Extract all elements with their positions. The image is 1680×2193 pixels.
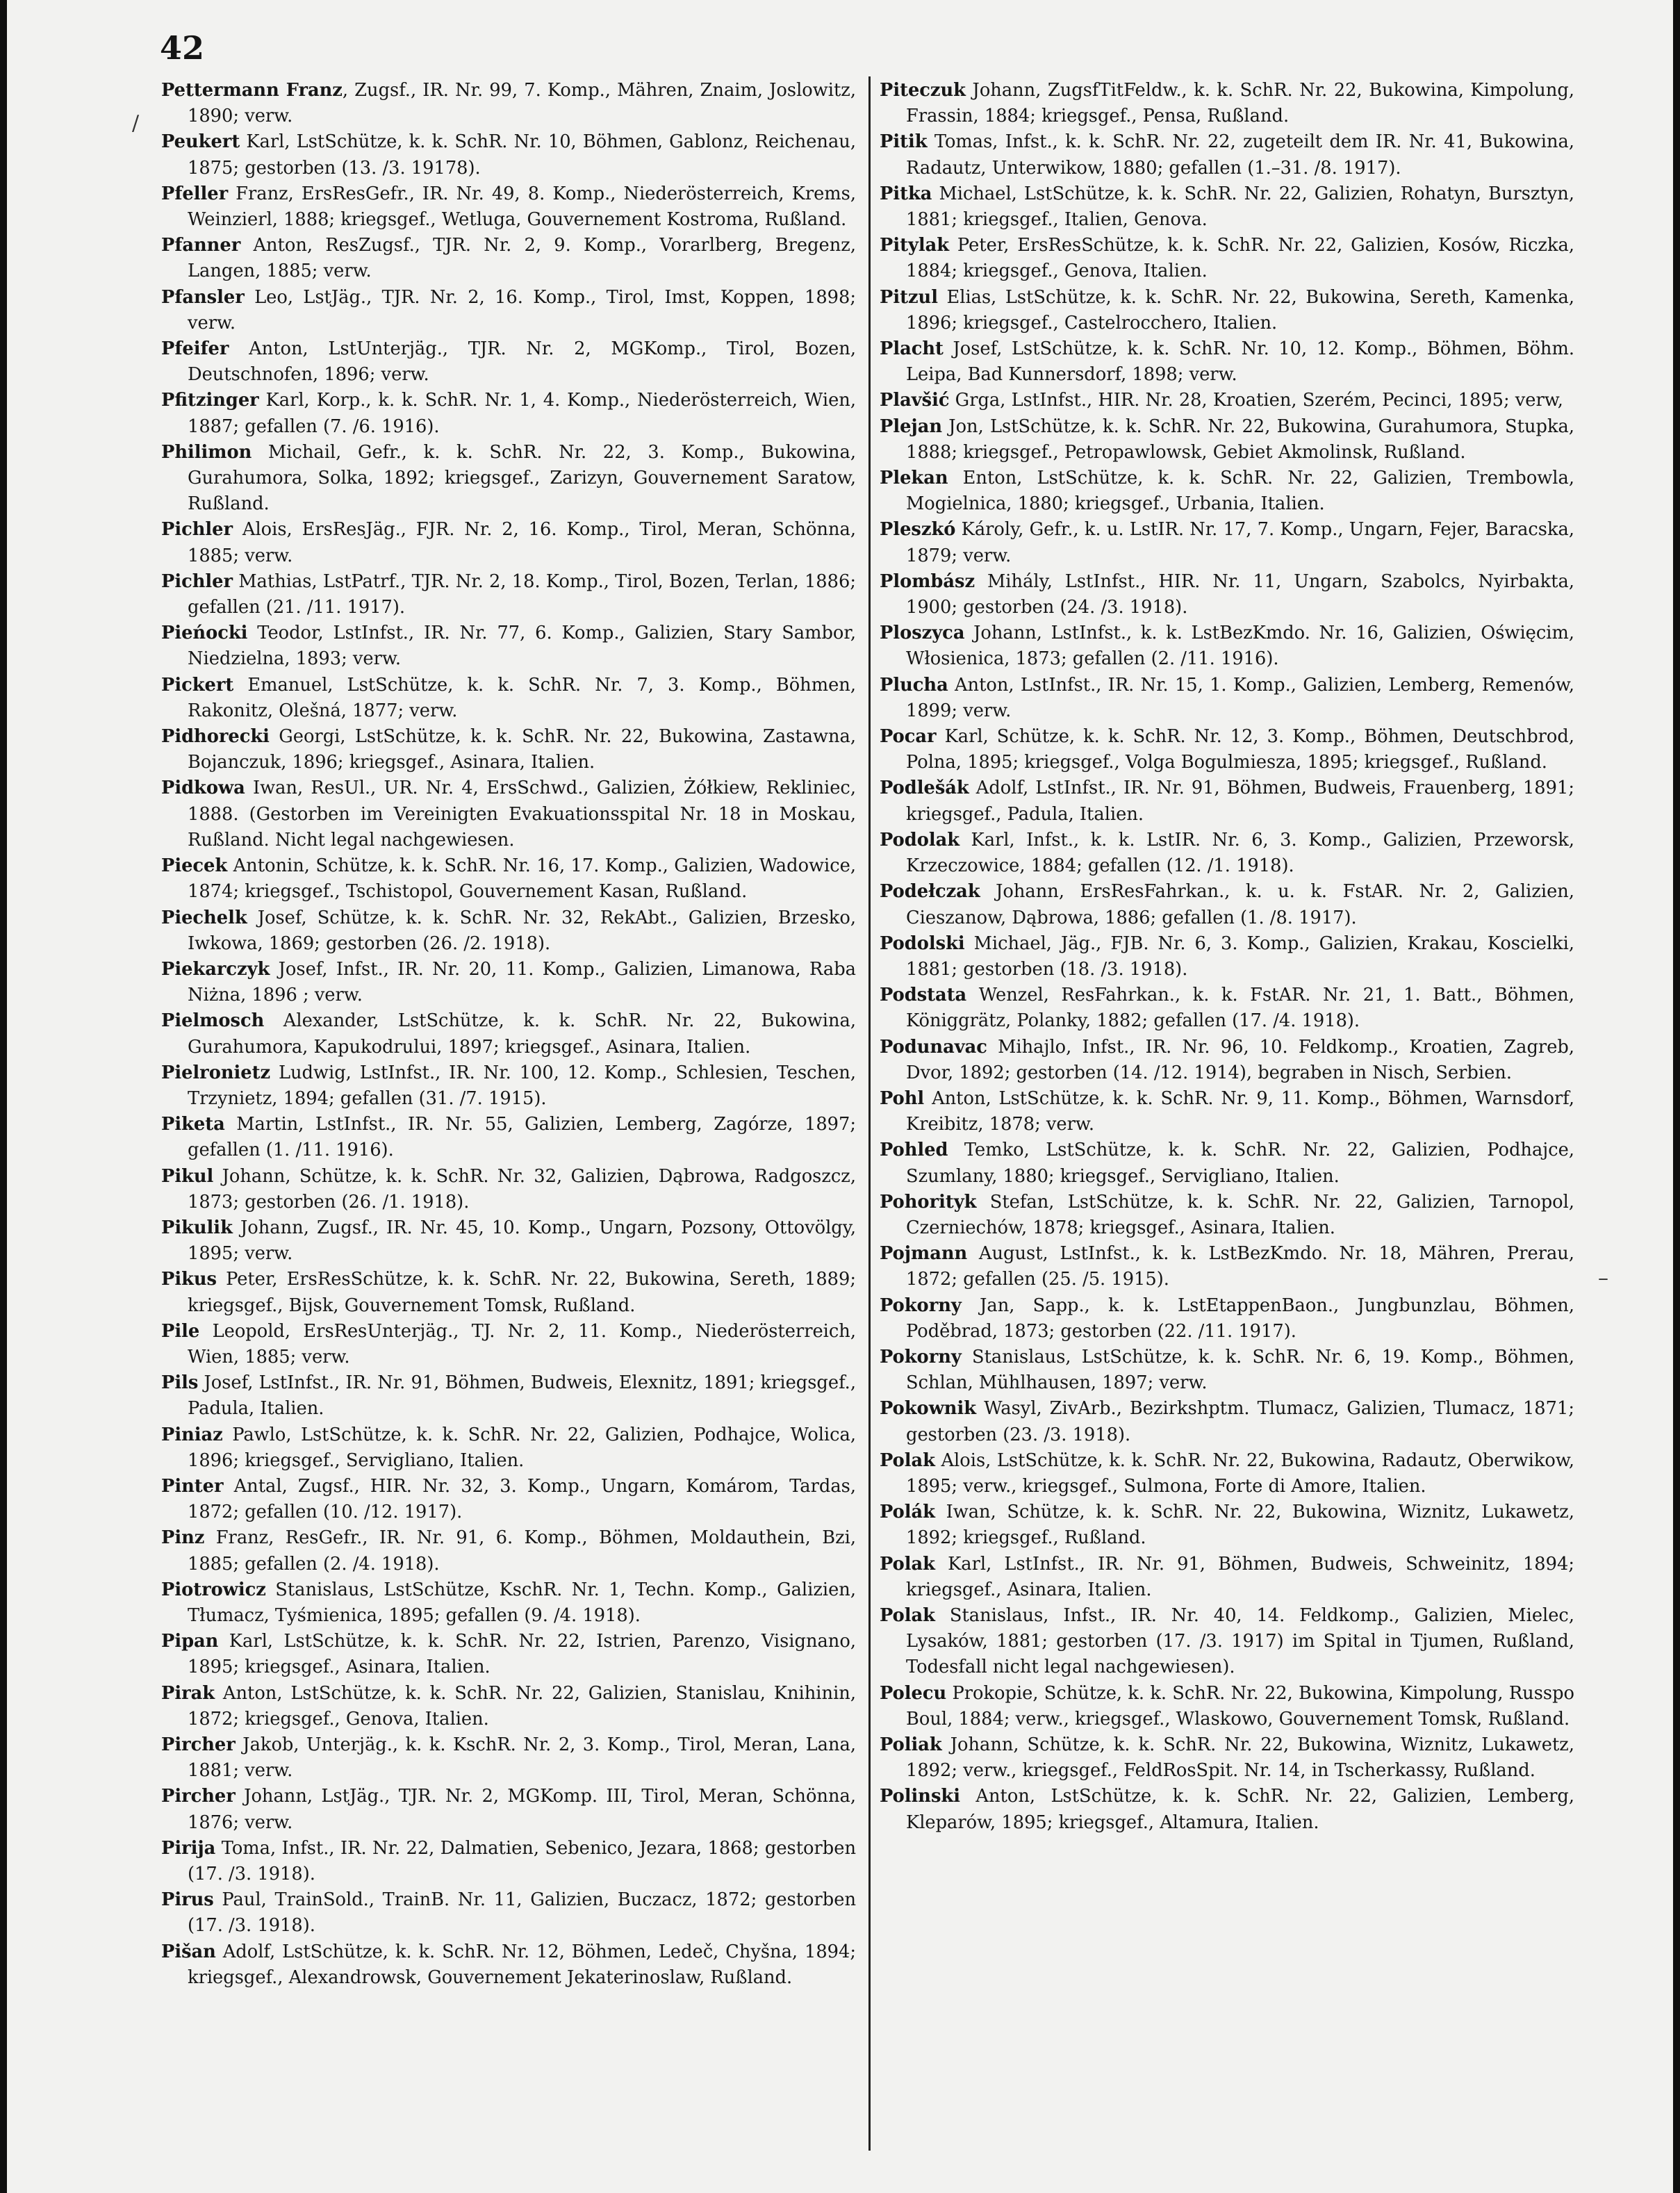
entry-surname: Philimon [161, 441, 252, 463]
entry-surname: Pojmann [880, 1243, 968, 1265]
register-entry [161, 775, 856, 853]
entry-surname: Peukert [161, 131, 240, 153]
entry-surname: Pikul [161, 1165, 214, 1187]
register-entry [880, 569, 1574, 621]
register-entry [161, 724, 856, 775]
entry-surname: Pikus [161, 1269, 217, 1290]
entry-details: Emanuel, LstSchütze, k. k. SchR. Nr. 7, 3. Komp., Böhmen, Rakonitz, Olešná, 1877; verw. [188, 674, 856, 721]
register-entry [161, 569, 856, 621]
entry-surname: Pielmosch [161, 1010, 265, 1032]
entry-details: Johann, Schütze, k. k. SchR. Nr. 32, Galizien, Dąbrowa, Radgoszcz, 1873; gestorben (26. /1. 1918). [188, 1165, 856, 1213]
register-entry [880, 1500, 1574, 1551]
entry-surname: Pirija [161, 1837, 216, 1859]
register-entry [880, 1732, 1574, 1784]
register-entry [880, 78, 1574, 129]
entry-details: Paul, TrainSold., TrainB. Nr. 11, Galizien, Buczacz, 1872; gestorben (17. /3. 1918). [188, 1889, 856, 1937]
entry-surname: Piecek [161, 855, 228, 877]
register-entry [161, 1474, 856, 1525]
register-entry [880, 1035, 1574, 1086]
register-entry [880, 983, 1574, 1034]
entry-surname: Polák [880, 1502, 935, 1523]
entry-details: Wasyl, ZivArb., Bezirkshptm. Tlumacz, Galizien, Tlumacz, 1871; gestorben (23. /3. 1918). [906, 1398, 1574, 1445]
entry-surname: Pokorny [880, 1295, 962, 1316]
entry-details: Iwan, Schütze, k. k. SchR. Nr. 22, Bukowina, Wiznitz, Lukawetz, 1892; kriegsgef., Rußland. [906, 1502, 1574, 1549]
register-entry [161, 181, 856, 233]
entry-details: Georgi, LstSchütze, k. k. SchR. Nr. 22, Bukowina, Zastawna, Bojanczuk, 1896; kriegsgef., Asinara, Italien. [188, 726, 856, 773]
entry-details: Wenzel, ResFahrkan., k. k. FstAR. Nr. 21, 1. Batt., Böhmen, Königgrätz, Polanky, 1882; gefallen (17. /4. 1918). [906, 985, 1574, 1032]
entry-details: Károly, Gefr., k. u. LstIR. Nr. 17, 7. Komp., Ungarn, Fejer, Baracska, 1879; verw. [906, 519, 1574, 566]
register-entry [161, 1629, 856, 1680]
entry-surname: Pohled [880, 1140, 948, 1161]
register-entry [161, 1681, 856, 1732]
register-entry [161, 1370, 856, 1422]
entry-details: Temko, LstSchütze, k. k. SchR. Nr. 22, Galizien, Podhajce, Szumlany, 1880; kriegsgef., Servigliano, Italien. [906, 1140, 1574, 1187]
entry-details: Karl, Schütze, k. k. SchR. Nr. 12, 3. Komp., Böhmen, Deutschbrod, Polna, 1895; kriegsgef., Volga Bogulmiesza, 1895; kriegsgef., Rußland. [906, 726, 1574, 773]
register-entry [880, 1681, 1574, 1732]
entry-details: Martin, LstInfst., IR. Nr. 55, Galizien, Lemberg, Zagórze, 1897; gefallen (1. /11. 1916). [188, 1114, 856, 1161]
register-entry [880, 1784, 1574, 1835]
entry-surname: Podełczak [880, 881, 980, 903]
left-column [161, 78, 856, 1991]
register-entry [161, 1887, 856, 1939]
entry-details: Jan, Sapp., k. k. LstEtappenBaon., Jungbunzlau, Böhmen, Poděbrad, 1873; gestorben (22. /11. 1917). [906, 1295, 1574, 1342]
entry-details: Alois, ErsResJäg., FJR. Nr. 2, 16. Komp., Tirol, Meran, Schönna, 1885; verw. [188, 519, 856, 566]
entry-surname: Podolak [880, 829, 960, 851]
register-entry [161, 853, 856, 905]
entry-surname: Polecu [880, 1682, 947, 1704]
entry-surname: Pfansler [161, 286, 245, 308]
entry-details: Tomas, Infst., k. k. SchR. Nr. 22, zugeteilt dem IR. Nr. 41, Bukowina, Radautz, Unterwikow, 1880; gefallen (1.–31. /8. 1917). [906, 131, 1574, 179]
entry-surname: Plavšić [880, 390, 950, 411]
entry-surname: Podolski [880, 933, 965, 954]
entry-details: Stanislaus, Infst., IR. Nr. 40, 14. Feldkomp., Galizien, Mielec, Lysaków, 1881; gestorben (17. /3. 1917) im Spital in Tjumen, Rußland, Todesfall nicht legal nachgewiesen). [906, 1604, 1574, 1678]
entry-surname: Piotrowicz [161, 1579, 266, 1600]
entry-details: Iwan, ResUl., UR. Nr. 4, ErsSchwd., Galizien, Żółkiew, Rekliniec, 1888. (Gestorben im Vereinigten Evakuationsspital Nr. 18 in Moskau, Rußland. Nicht legal nachgewiesen. [188, 778, 856, 851]
entry-surname: Podstata [880, 985, 967, 1006]
entry-details: Josef, LstSchütze, k. k. SchR. Nr. 10, 12. Komp., Böhmen, Böhm. Leipa, Bad Kunnersdorf, 1898; verw. [906, 338, 1574, 386]
register-entry [161, 1164, 856, 1215]
register-entry [880, 1137, 1574, 1189]
register-entry [880, 1448, 1574, 1500]
entry-surname: Pitik [880, 131, 928, 153]
entry-surname: Pokownik [880, 1398, 977, 1420]
entry-surname: Plekan [880, 468, 948, 489]
register-entry [880, 336, 1574, 388]
entry-surname: Piteczuk [880, 80, 966, 101]
register-entry [161, 1060, 856, 1112]
entry-surname: Pirak [161, 1682, 215, 1704]
entry-details: Michael, Jäg., FJB. Nr. 6, 3. Komp., Galizien, Krakau, Koscielki, 1881; gestorben (18. /3. 1918). [906, 933, 1574, 980]
entry-surname: Pircher [161, 1734, 236, 1755]
entry-details: Stanislaus, LstSchütze, KschR. Nr. 1, Techn. Komp., Galizien, Tłumacz, Tyśmienica, 1895; gefallen (9. /4. 1918). [188, 1579, 856, 1626]
entry-surname: Pile [161, 1320, 200, 1342]
entry-surname: Pichler [161, 570, 233, 592]
entry-surname: Podlešák [880, 778, 969, 799]
entry-surname: Pitka [880, 183, 932, 204]
entry-surname: Pichler [161, 519, 233, 541]
entry-details: Ludwig, LstInfst., IR. Nr. 100, 12. Komp., Schlesien, Teschen, Trzynietz, 1894; gefallen (31. /7. 1915). [188, 1062, 856, 1109]
register-entry [161, 1784, 856, 1835]
column-divider [868, 76, 871, 2151]
register-entry [161, 1008, 856, 1060]
entry-details: Anton, LstSchütze, k. k. SchR. Nr. 22, Galizien, Lemberg, Kleparów, 1895; kriegsgef., Altamura, Italien. [906, 1786, 1574, 1833]
entry-details: Pawlo, LstSchütze, k. k. SchR. Nr. 22, Galizien, Podhajce, Wolica, 1896; kriegsgef., Servigliano, Italien. [188, 1424, 856, 1471]
entry-details: Josef, Schütze, k. k. SchR. Nr. 32, RekAbt., Galizien, Brzesko, Iwkowa, 1869; gestorben (26. /2. 1918). [188, 907, 856, 954]
entry-details: Anton, ResZugsf., TJR. Nr. 2, 9. Komp., Vorarlberg, Bregenz, Langen, 1885; verw. [188, 235, 856, 282]
entry-details: Jakob, Unterjäg., k. k. KschR. Nr. 2, 3. Komp., Tirol, Meran, Lana, 1881; verw. [188, 1734, 856, 1782]
entry-surname: Pfitzinger [161, 390, 259, 411]
entry-details: Karl, LstSchütze, k. k. SchR. Nr. 10, Böhmen, Gablonz, Reichenau, 1875; gestorben (13. /3. 19178). [188, 131, 856, 179]
register-entry [880, 517, 1574, 568]
entry-surname: Pirus [161, 1889, 214, 1911]
entry-surname: Pieńocki [161, 623, 248, 644]
entry-surname: Pohl [880, 1087, 925, 1109]
register-entry [161, 621, 856, 672]
entry-surname: Pils [161, 1372, 199, 1394]
entry-surname: Pinz [161, 1527, 205, 1549]
entry-surname: Pircher [161, 1786, 236, 1807]
entry-surname: Pikulik [161, 1217, 233, 1238]
entry-details: Johann, LstJäg., TJR. Nr. 2, MGKomp. III, Tirol, Meran, Schönna, 1876; verw. [188, 1786, 856, 1833]
entry-details: Antonin, Schütze, k. k. SchR. Nr. 16, 17. Komp., Galizien, Wadowice, 1874; kriegsgef., Tschistopol, Gouvernement Kasan, Rußland. [188, 855, 856, 903]
entry-surname: Pielronietz [161, 1062, 271, 1083]
entry-surname: Pohorityk [880, 1191, 977, 1213]
register-entry [880, 388, 1574, 413]
register-entry [161, 440, 856, 518]
entry-details: Johann, ZugsfTitFeldw., k. k. SchR. Nr. 22, Bukowina, Kimpolung, Frassin, 1884; kriegsgef., Pensa, Rußland. [906, 80, 1574, 127]
right-column [880, 78, 1574, 1836]
register-entry [161, 1577, 856, 1629]
entry-details: Peter, ErsResSchütze, k. k. SchR. Nr. 22, Galizien, Kosów, Riczka, 1884; kriegsgef., Genova, Italien. [906, 235, 1574, 282]
margin-mark-left: / [132, 111, 140, 135]
entry-details: Anton, LstSchütze, k. k. SchR. Nr. 9, 11. Komp., Böhmen, Warnsdorf, Kreibitz, 1878; verw. [906, 1087, 1574, 1135]
entry-surname: Podunavac [880, 1036, 987, 1058]
register-entry [880, 879, 1574, 930]
register-entry [880, 466, 1574, 517]
entry-details: Karl, Korp., k. k. SchR. Nr. 1, 4. Komp., Niederösterreich, Wien, 1887; gefallen (7. /6. 1916). [188, 390, 856, 437]
entry-details: Michail, Gefr., k. k. SchR. Nr. 22, 3. Komp., Bukowina, Gurahumora, Solka, 1892; kriegsgef., Zarizyn, Gouvernement Saratow, Rußland. [188, 441, 856, 515]
document-page [7, 0, 1673, 2193]
entry-surname: Pfeller [161, 183, 229, 204]
entry-details: Stanislaus, LstSchütze, k. k. SchR. Nr. 6, 19. Komp., Böhmen, Schlan, Mühlhausen, 1897; verw. [906, 1346, 1574, 1394]
entry-surname: Poliak [880, 1734, 942, 1755]
entry-surname: Plejan [880, 416, 943, 437]
entry-surname: Pickert [161, 674, 234, 696]
register-entry [161, 517, 856, 568]
entry-surname: Pinter [161, 1475, 224, 1497]
entry-details: Alexander, LstSchütze, k. k. SchR. Nr. 22, Bukowina, Gurahumora, Kapukodrului, 1897; kriegsgef., Asinara, Italien. [188, 1010, 856, 1058]
entry-surname: Pipan [161, 1631, 219, 1652]
register-entry [880, 931, 1574, 983]
entry-details: Adolf, LstSchütze, k. k. SchR. Nr. 12, Böhmen, Ledeč, Chyšna, 1894; kriegsgef., Alexandrowsk, Gouvernement Jekaterinoslaw, Rußland. [188, 1941, 856, 1988]
entry-surname: Pfanner [161, 235, 241, 256]
entry-details: Mihály, LstInfst., HIR. Nr. 11, Ungarn, Szabolcs, Nyirbakta, 1900; gestorben (24. /3. 1918). [906, 570, 1574, 618]
entry-surname: Placht [880, 338, 944, 360]
register-entry [161, 285, 856, 336]
entry-details: Franz, ErsResGefr., IR. Nr. 49, 8. Komp., Niederösterreich, Krems, Weinzierl, 1888; kriegsgef., Wetluga, Gouvernement Kostroma, Rußland. [188, 183, 856, 231]
register-entry [880, 1603, 1574, 1681]
entry-surname: Plucha [880, 674, 948, 696]
register-entry [161, 1525, 856, 1577]
entry-details: Enton, LstSchütze, k. k. SchR. Nr. 22, Galizien, Trembowla, Mogielnica, 1880; kriegsgef., Urbania, Italien. [906, 468, 1574, 515]
entry-surname: Polak [880, 1553, 935, 1575]
entry-details: Josef, LstInfst., IR. Nr. 91, Böhmen, Budweis, Elexnitz, 1891; kriegsgef., Padula, Italien. [188, 1372, 856, 1420]
entry-details: Anton, LstSchütze, k. k. SchR. Nr. 22, Galizien, Stanislau, Knihinin, 1872; kriegsgef., Genova, Italien. [188, 1682, 856, 1730]
register-entry [880, 181, 1574, 233]
entry-surname: Polinski [880, 1786, 960, 1807]
register-entry [161, 673, 856, 724]
register-entry [880, 724, 1574, 775]
entry-surname: Polak [880, 1449, 935, 1471]
register-entry [161, 1732, 856, 1784]
register-entry [880, 1552, 1574, 1603]
entry-details: Stefan, LstSchütze, k. k. SchR. Nr. 22, Galizien, Tarnopol, Czerniechów, 1878; kriegsgef., Asinara, Italien. [906, 1191, 1574, 1238]
register-entry [880, 828, 1574, 879]
register-entry [880, 1396, 1574, 1447]
entry-details: Alois, LstSchütze, k. k. SchR. Nr. 22, Bukowina, Radautz, Oberwikow, 1895; verw., kriegsgef., Sulmona, Forte di Amore, Italien. [906, 1449, 1574, 1497]
register-entry [161, 336, 856, 388]
register-entry [880, 414, 1574, 466]
entry-surname: Pokorny [880, 1346, 962, 1367]
register-entry [161, 233, 856, 284]
register-entry [880, 621, 1574, 672]
entry-surname: Pettermann Franz [161, 80, 343, 101]
entry-details: Karl, LstSchütze, k. k. SchR. Nr. 22, Istrien, Parenzo, Visignano, 1895; kriegsgef., Asinara, Italien. [188, 1631, 856, 1678]
register-entry [880, 233, 1574, 284]
register-entry [161, 905, 856, 957]
entry-details: Mathias, LstPatrf., TJR. Nr. 2, 18. Komp., Tirol, Bozen, Terlan, 1886; gefallen (21. /11. 1917). [188, 570, 856, 618]
entry-surname: Pocar [880, 726, 937, 748]
register-entry [161, 957, 856, 1008]
entry-details: Leo, LstJäg., TJR. Nr. 2, 16. Komp., Tirol, Imst, Koppen, 1898; verw. [188, 286, 856, 334]
entry-surname: Ploszyca [880, 623, 965, 644]
register-entry [880, 1190, 1574, 1241]
entry-details: Anton, LstInfst., IR. Nr. 15, 1. Komp., Galizien, Lemberg, Remenów, 1899; verw. [906, 674, 1574, 721]
entry-details: Johann, LstInfst., k. k. LstBezKmdo. Nr. 16, Galizien, Oświęcim, Włosienica, 1873; gefallen (2. /11. 1916). [906, 623, 1574, 670]
register-entry [161, 388, 856, 439]
entry-surname: Pleszkó [880, 519, 956, 541]
entry-details: Johann, Schütze, k. k. SchR. Nr. 22, Bukowina, Wiznitz, Lukawetz, 1892; verw., kriegsgef., FeldRosSpit. Nr. 14, in Tscherkassy, Rußland. [906, 1734, 1574, 1782]
entry-details: Peter, ErsResSchütze, k. k. SchR. Nr. 22, Bukowina, Sereth, 1889; kriegsgef., Bijsk, Gouvernement Tomsk, Rußland. [188, 1269, 856, 1316]
register-entry [161, 1319, 856, 1370]
entry-details: Michael, LstSchütze, k. k. SchR. Nr. 22, Galizien, Rohatyn, Bursztyn, 1881; kriegsgef., Italien, Genova. [906, 183, 1574, 231]
register-entry [161, 1422, 856, 1474]
entry-surname: Pidkowa [161, 778, 245, 799]
entry-surname: Pitylak [880, 235, 950, 256]
entry-details: Franz, ResGefr., IR. Nr. 91, 6. Komp., Böhmen, Moldauthein, Bzi, 1885; gefallen (2. /4. 1918). [188, 1527, 856, 1575]
entry-surname: Piekarczyk [161, 958, 270, 980]
register-entry [161, 1267, 856, 1318]
register-entry [161, 78, 856, 129]
entry-details: Karl, Infst., k. k. LstIR. Nr. 6, 3. Komp., Galizien, Przeworsk, Krzeczowice, 1884; gefallen (12. /1. 1918). [906, 829, 1574, 877]
entry-details: Antal, Zugsf., HIR. Nr. 32, 3. Komp., Ungarn, Komárom, Tardas, 1872; gefallen (10. /12. 1917). [188, 1475, 856, 1523]
register-entry [880, 673, 1574, 724]
register-entry [880, 775, 1574, 827]
entry-details: Teodor, LstInfst., IR. Nr. 77, 6. Komp., Galizien, Stary Sambor, Niedzielna, 1893; verw. [188, 623, 856, 670]
entry-details: Karl, LstInfst., IR. Nr. 91, Böhmen, Budweis, Schweinitz, 1894; kriegsgef., Asinara, Italien. [906, 1553, 1574, 1600]
entry-surname: Piechelk [161, 907, 247, 928]
register-entry [161, 1836, 856, 1887]
entry-details: Toma, Infst., IR. Nr. 22, Dalmatien, Sebenico, Jezara, 1868; gestorben (17. /3. 1918). [188, 1837, 856, 1885]
entry-details: Prokopie, Schütze, k. k. SchR. Nr. 22, Bukowina, Kimpolung, Russpo Boul, 1884; verw., kriegsgef., Wlaskowo, Gouvernement Tomsk, Rußland. [906, 1682, 1574, 1730]
entry-surname: Piniaz [161, 1424, 223, 1445]
entry-details: August, LstInfst., k. k. LstBezKmdo. Nr. 18, Mähren, Prerau, 1872; gefallen (25. /5. 1915). [906, 1243, 1574, 1290]
margin-mark-right: – [1598, 1266, 1608, 1290]
entry-surname: Piketa [161, 1114, 225, 1135]
register-entry [880, 1345, 1574, 1396]
register-entry [880, 1241, 1574, 1292]
entry-details: Elias, LstSchütze, k. k. SchR. Nr. 22, Bukowina, Sereth, Kamenka, 1896; kriegsgef., Castelrocchero, Italien. [906, 286, 1574, 334]
entry-details: Adolf, LstInfst., IR. Nr. 91, Böhmen, Budweis, Frauenberg, 1891; kriegsgef., Padula, Italien. [906, 778, 1574, 825]
register-entry [161, 1215, 856, 1267]
entry-details: Mihajlo, Infst., IR. Nr. 96, 10. Feldkomp., Kroatien, Zagreb, Dvor, 1892; gestorben (14. /12. 1914), begraben in Nisch, Serbien. [906, 1036, 1574, 1083]
entry-surname: Polak [880, 1604, 935, 1626]
entry-surname: Pidhorecki [161, 726, 270, 748]
register-entry [880, 1293, 1574, 1345]
page-number: 42 [160, 29, 205, 67]
entry-details: Josef, Infst., IR. Nr. 20, 11. Komp., Galizien, Limanowa, Raba Niżna, 1896 ; verw. [188, 958, 856, 1006]
entry-surname: Pitzul [880, 286, 938, 308]
entry-details: , Zugsf., IR. Nr. 99, 7. Komp., Mähren, Znaim, Joslowitz, 1890; verw. [188, 80, 856, 127]
entry-details: Johann, ErsResFahrkan., k. u. k. FstAR. Nr. 2, Galizien, Cieszanow, Dąbrowa, 1886; gefallen (1. /8. 1917). [906, 881, 1574, 928]
register-entry [880, 285, 1574, 336]
register-entry [161, 1939, 856, 1991]
entry-surname: Plombász [880, 570, 975, 592]
entry-details: Anton, LstUnterjäg., TJR. Nr. 2, MGKomp., Tirol, Bozen, Deutschnofen, 1896; verw. [188, 338, 856, 386]
entry-surname: Pišan [161, 1941, 216, 1962]
register-entry [161, 129, 856, 181]
entry-details: Jon, LstSchütze, k. k. SchR. Nr. 22, Bukowina, Gurahumora, Stupka, 1888; kriegsgef., Petropawlowsk, Gebiet Akmolinsk, Rußland. [906, 416, 1574, 463]
register-entry [161, 1112, 856, 1163]
entry-details: Johann, Zugsf., IR. Nr. 45, 10. Komp., Ungarn, Pozsony, Ottovölgy, 1895; verw. [188, 1217, 856, 1265]
entry-details: Grga, LstInfst., HIR. Nr. 28, Kroatien, Szerém, Pecinci, 1895; verw, [949, 390, 1563, 411]
register-entry [880, 129, 1574, 181]
entry-surname: Pfeifer [161, 338, 229, 360]
entry-details: Leopold, ErsResUnterjäg., TJ. Nr. 2, 11. Komp., Niederösterreich, Wien, 1885; verw. [188, 1320, 856, 1367]
register-entry [880, 1086, 1574, 1137]
